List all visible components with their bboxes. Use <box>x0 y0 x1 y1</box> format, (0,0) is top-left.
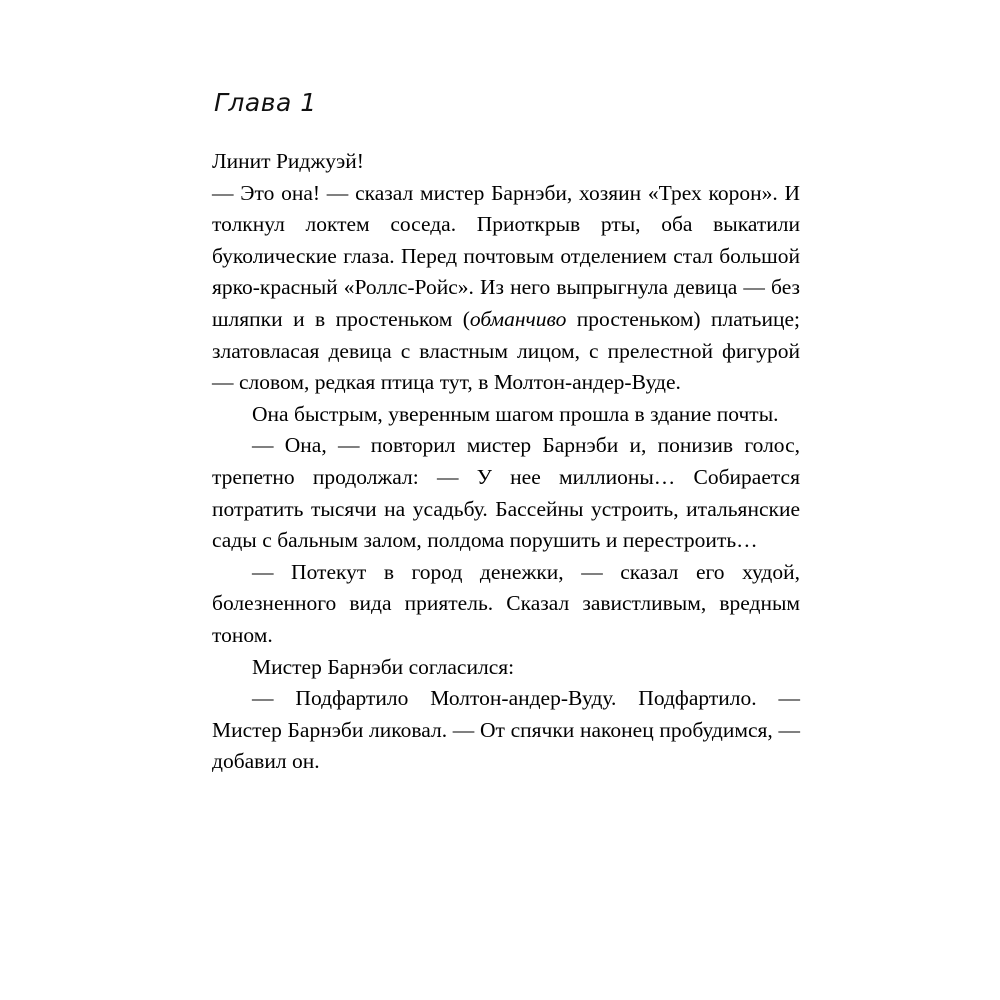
paragraph-money-flow: — Потекут в город денежки, — сказал его худой, болезненного вида приятель. Сказал завистливым, вредным тоном. <box>212 559 800 647</box>
paragraph-text-before-italic: — Это она! — сказал мистер Барнэби, хозяин «Трех корон». И толкнул локтем соседа. Приоткрыв рты, оба выкатили буколические глаза. Перед почтовым отделением стал большой ярко-красный «Роллс-Ройс». Из него выпрыгнула девица — без шляпки и в простеньком ( <box>212 180 800 331</box>
paragraph-dialogue-intro <box>212 178 800 399</box>
chapter-heading: Глава 1 <box>214 88 317 117</box>
emphasis-word: обманчиво <box>469 306 567 331</box>
page-text-block <box>212 88 800 778</box>
paragraph-barnaby-agreed: Мистер Барнэби согласился: <box>252 654 515 679</box>
paragraph-lucky-town: — Подфартило Молтон-андер-Вуду. Подфартило. — Мистер Барнэби ликовал. — От спячки наконец пробудимся, — добавил он. <box>212 686 800 774</box>
paragraph-text-after-italic: простеньком) платьице; златовласая девица с властным лицом, с прелестной фигурой — словом, редкая птица тут, в Молтон-андер-Вуде. <box>212 306 800 395</box>
paragraph-opening-name: Линит Риджуэй! <box>212 149 364 173</box>
paragraph-post-office: Она быстрым, уверенным шагом прошла в здание почты. <box>252 401 779 426</box>
paragraph-millions: — Она, — повторил мистер Барнэби и, понизив голос, трепетно продолжал: — У нее миллионы… Собирается потратить тысячи на усадьбу. Бассейны устроить, итальянские сады с бальным залом, полдома порушить и перестроить… <box>212 433 800 553</box>
